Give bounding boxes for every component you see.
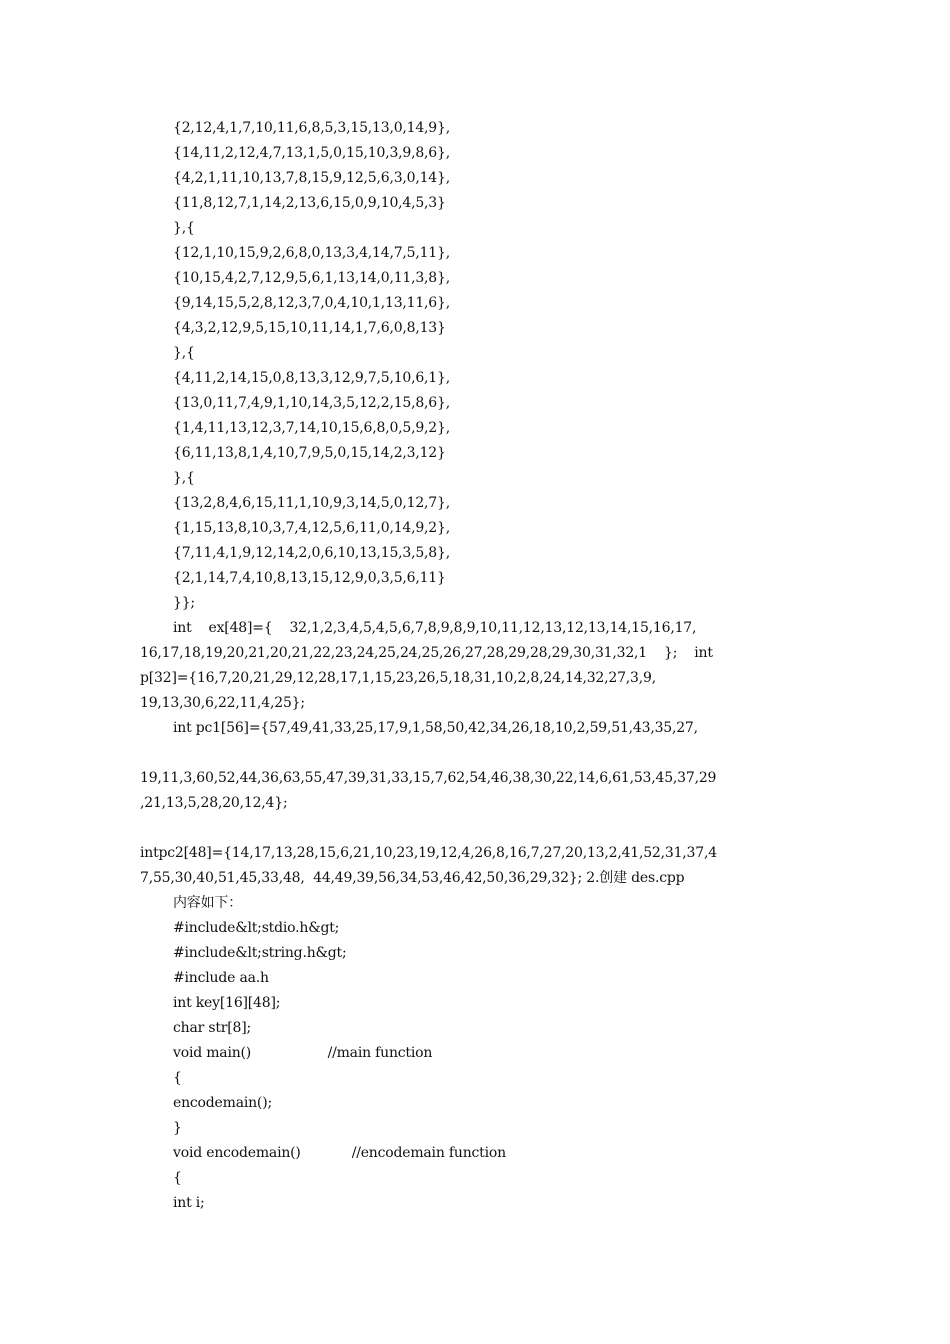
code-line-7: {10,15,4,2,7,12,9,5,6,1,13,14,0,11,3,8},	[173, 270, 450, 286]
code-line-31: 7,55,30,40,51,45,33,48, 44,49,39,56,34,53,46,42,50,36,29,32}; 2.创建 des.cpp	[140, 870, 685, 886]
code-line-17: {1,15,13,8,10,3,7,4,12,5,6,11,0,14,9,2},	[173, 520, 450, 536]
code-line-34: #include&lt;string.h&gt;	[173, 945, 347, 961]
code-line-5: },{	[173, 220, 195, 236]
code-line-19: {2,1,14,7,4,10,8,13,15,12,9,0,3,5,6,11}	[173, 570, 446, 586]
code-line-4: {11,8,12,7,1,14,2,13,6,15,0,9,10,4,5,3}	[173, 195, 446, 211]
code-listing	[140, 116, 812, 1216]
code-line-15: },{	[173, 470, 195, 486]
code-line-20: }};	[173, 595, 195, 611]
code-line-12: {13,0,11,7,4,9,1,10,14,3,5,12,2,15,8,6},	[173, 395, 450, 411]
code-line-13: {1,4,11,13,12,3,7,14,10,15,6,8,0,5,9,2},	[173, 420, 450, 436]
code-line-24: 19,13,30,6,22,11,4,25};	[140, 695, 305, 711]
code-line-9: {4,3,2,12,9,5,15,10,11,14,1,7,6,0,8,13}	[173, 320, 446, 336]
code-line-14: {6,11,13,8,1,4,10,7,9,5,0,15,14,2,3,12}	[173, 445, 446, 461]
code-line-23: p[32]={16,7,20,21,29,12,28,17,1,15,23,26,5,18,31,10,2,8,24,14,32,27,3,9,	[140, 670, 656, 686]
code-line-10: },{	[173, 345, 195, 361]
blank-line-2	[140, 816, 812, 841]
code-line-33: #include&lt;stdio.h&gt;	[173, 920, 340, 936]
code-line-2: {14,11,2,12,4,7,13,1,5,0,15,10,3,9,8,6},	[173, 145, 450, 161]
code-line-43: {	[173, 1170, 182, 1186]
blank-line-1	[140, 741, 812, 766]
code-line-3: {4,2,1,11,10,13,7,8,15,9,12,5,6,3,0,14},	[173, 170, 450, 186]
code-line-39: {	[173, 1070, 182, 1086]
code-line-25: int pc1[56]={57,49,41,33,25,17,9,1,58,50,42,34,26,18,10,2,59,51,43,35,27,	[173, 720, 698, 736]
code-line-6: {12,1,10,15,9,2,6,8,0,13,3,4,14,7,5,11},	[173, 245, 450, 261]
code-line-30: intpc2[48]={14,17,13,28,15,6,21,10,23,19,12,4,26,8,16,7,27,20,13,2,41,52,31,37,4	[140, 845, 717, 861]
code-line-16: {13,2,8,4,6,15,11,1,10,9,3,14,5,0,12,7},	[173, 495, 450, 511]
code-line-37: char str[8];	[173, 1020, 251, 1036]
code-line-22: 16,17,18,19,20,21,20,21,22,23,24,25,24,25,26,27,28,29,28,29,30,31,32,1 }; int	[140, 645, 713, 661]
code-line-1: {2,12,4,1,7,10,11,6,8,5,3,15,13,0,14,9},	[173, 120, 450, 136]
code-line-18: {7,11,4,1,9,12,14,2,0,6,10,13,15,3,5,8},	[173, 545, 450, 561]
code-line-44: int i;	[173, 1195, 205, 1211]
code-line-32: 内容如下：	[173, 895, 242, 911]
code-line-36: int key[16][48];	[173, 995, 281, 1011]
code-line-41: }	[173, 1120, 182, 1136]
code-line-35: #include aa.h	[173, 970, 269, 986]
code-line-21: int ex[48]={ 32,1,2,3,4,5,4,5,6,7,8,9,8,9,10,11,12,13,12,13,14,15,16,17,	[173, 620, 697, 636]
code-line-11: {4,11,2,14,15,0,8,13,3,12,9,7,5,10,6,1},	[173, 370, 450, 386]
code-line-27: 19,11,3,60,52,44,36,63,55,47,39,31,33,15,7,62,54,46,38,30,22,14,6,61,53,45,37,29	[140, 770, 717, 786]
code-line-8: {9,14,15,5,2,8,12,3,7,0,4,10,1,13,11,6},	[173, 295, 450, 311]
code-line-28: ,21,13,5,28,20,12,4};	[140, 795, 288, 811]
code-line-42: void encodemain() //encodemain function	[173, 1145, 506, 1161]
code-line-38: void main() //main function	[173, 1045, 433, 1061]
code-line-40: encodemain();	[173, 1095, 272, 1111]
